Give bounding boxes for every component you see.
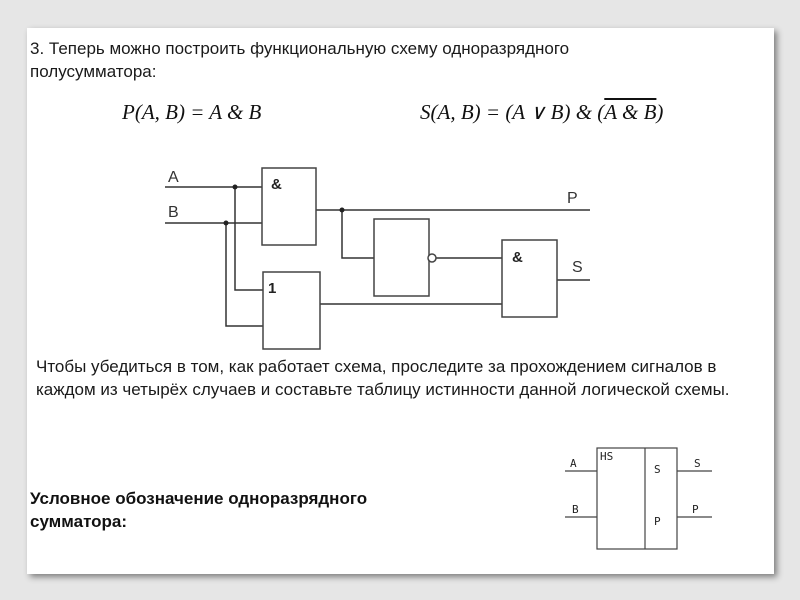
inverter-bubble xyxy=(428,254,436,262)
intro-text: 3. Теперь можно построить функциональную схему одноразрядного полусумматора: xyxy=(30,39,570,81)
formula-p: P(A, B) = A & B xyxy=(122,100,262,124)
not-gate xyxy=(374,219,429,296)
half-adder-symbol xyxy=(565,448,712,549)
output-s-label: S xyxy=(572,259,583,276)
output-p-label: P xyxy=(567,190,578,207)
symbol-caption: Условное обозначение одноразрядного сумматора: xyxy=(30,489,368,531)
symbol-box xyxy=(597,448,677,549)
and-gate-2-label: & xyxy=(512,249,523,266)
description-text: Чтобы убедиться в том, как работает схема, проследите за прохождением сигналов в каждом из четырёх случаев и составьте таблицу истинности данной логической схемы. xyxy=(36,357,730,399)
input-a-label: A xyxy=(168,169,179,186)
junction-b xyxy=(224,221,229,226)
wire-a-to-or xyxy=(235,187,263,290)
symbol-inner-p: P xyxy=(654,515,661,528)
formula-s-close: ) xyxy=(656,100,664,124)
symbol-input-a: A xyxy=(570,457,577,470)
or-gate-label: 1 xyxy=(268,280,277,297)
and-gate-2 xyxy=(502,240,557,317)
symbol-input-b: B xyxy=(572,503,579,516)
formula-s-negated: A & B xyxy=(604,100,657,124)
symbol-output-s: S xyxy=(694,457,701,470)
symbol-output-p: P xyxy=(692,503,699,516)
wire-and-to-not xyxy=(342,210,374,258)
junction-p xyxy=(340,208,345,213)
junction-a xyxy=(233,185,238,190)
symbol-inner-s: S xyxy=(654,463,661,476)
and-gate-1-label: & xyxy=(271,176,282,193)
wire-b-to-or xyxy=(226,223,263,326)
symbol-title: HS xyxy=(600,450,614,463)
input-b-label: B xyxy=(168,204,179,221)
formula-s-main: S(A, B) = (A ∨ B) & ( xyxy=(420,100,605,124)
